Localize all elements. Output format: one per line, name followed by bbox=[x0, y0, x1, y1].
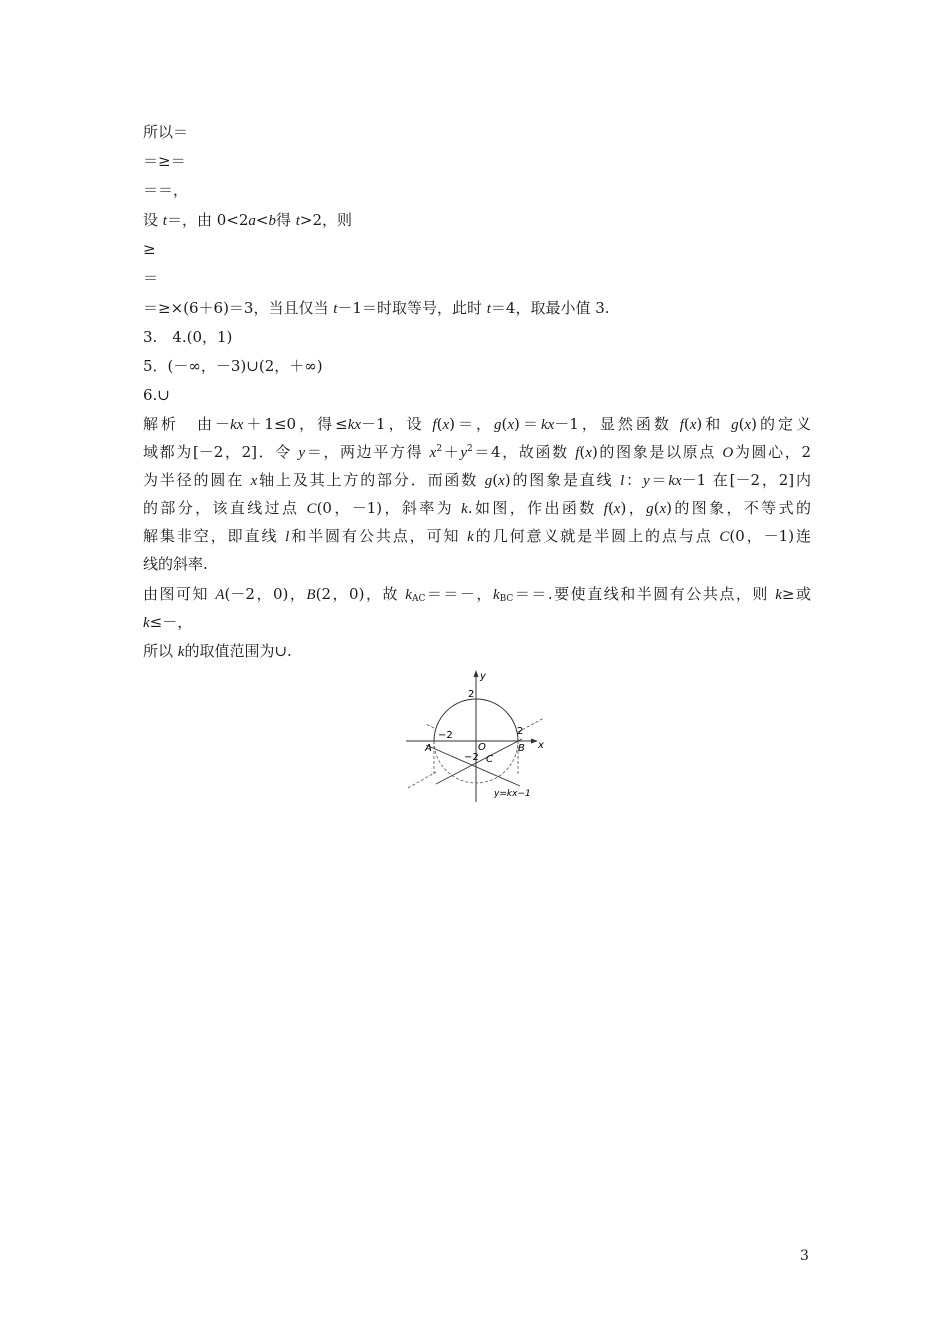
answer-3-4: 3. 4.(0，1) bbox=[143, 328, 233, 346]
x-axis-arrow-icon bbox=[531, 739, 538, 744]
y-axis-label: y bbox=[480, 671, 486, 682]
text-line: ≥ bbox=[143, 240, 156, 258]
analysis-line: 解集非空，即直线 l和半圆有公共点，可知 k的几何意义就是半圆上的点与点 C(0，－1)连 bbox=[143, 527, 811, 545]
answer-6: 6.∪ bbox=[143, 386, 170, 404]
analysis-line: 的部分，该直线过点 C(0，－1)，斜率为 k.如图，作出函数 f(x)，g(x)的图象，不等式的 bbox=[143, 499, 811, 517]
line-label: y=kx−1 bbox=[494, 789, 531, 799]
figure-svg bbox=[404, 668, 548, 804]
tick-label-2-top: 2 bbox=[468, 689, 475, 700]
semicircle-figure bbox=[404, 668, 548, 804]
conclusion-line: 所以 k的取值范围为∪. bbox=[143, 642, 292, 660]
tick-label-neg2-left: −2 bbox=[438, 730, 453, 741]
analysis-line: 由图可知 A(－2，0)，B(2，0)，故 $k_{AC}==-$，$k_{BC}==$.要使直线和半圆有公共点，则 k≥或 bbox=[143, 585, 811, 604]
dashed-line-left-top bbox=[426, 724, 434, 728]
analysis-line: 为半径的圆在 x轴上及其上方的部分．而函数 g(x)的图象是直线 l：y＝kx－1 在[－2，2]内 bbox=[143, 471, 811, 489]
text-line: 所以＝ bbox=[143, 123, 189, 141]
answer-5: 5．(－∞，－3)∪(2，＋∞) bbox=[143, 357, 323, 375]
x-axis-label: x bbox=[538, 740, 544, 751]
point-label-o: O bbox=[478, 742, 486, 753]
point-label-c: C bbox=[486, 754, 493, 765]
point-label-a: A bbox=[425, 743, 432, 754]
text-line: ＝＝， bbox=[143, 181, 189, 199]
analysis-line: k≤－， bbox=[143, 613, 193, 631]
tick-label-neg2-bottom: −2 bbox=[464, 752, 479, 763]
y-axis-arrow-icon bbox=[474, 670, 479, 677]
text-line: ＝≥＝ bbox=[143, 152, 186, 170]
analysis-line: 线的斜率. bbox=[143, 555, 208, 573]
dashed-line-left bbox=[408, 772, 436, 788]
analysis-line: 域都为[－2，2]．令 y＝，两边平方得 $x^2+y^2=4$，故函数 f(x)的图象是以原点 O为圆心，2 bbox=[143, 443, 811, 461]
tick-label-2-right: 2 bbox=[517, 726, 524, 737]
page-number: 3 bbox=[800, 1248, 809, 1264]
text-line: ＝ bbox=[143, 269, 159, 287]
analysis-line: 解析 由－kx＋1≤0，得≤kx－1，设 f(x)＝，g(x)＝kx－1，显然函数 f(x)和 g(x)的定义 bbox=[143, 415, 811, 433]
text-line: 设 t＝，由 0<2a<b得 t>2，则 bbox=[143, 211, 353, 229]
text-line: ＝≥×(6＋6)＝3，当且仅当 t－1＝时取等号，此时 t＝4，取最小值 3. bbox=[143, 299, 610, 317]
point-label-b: B bbox=[518, 743, 525, 754]
